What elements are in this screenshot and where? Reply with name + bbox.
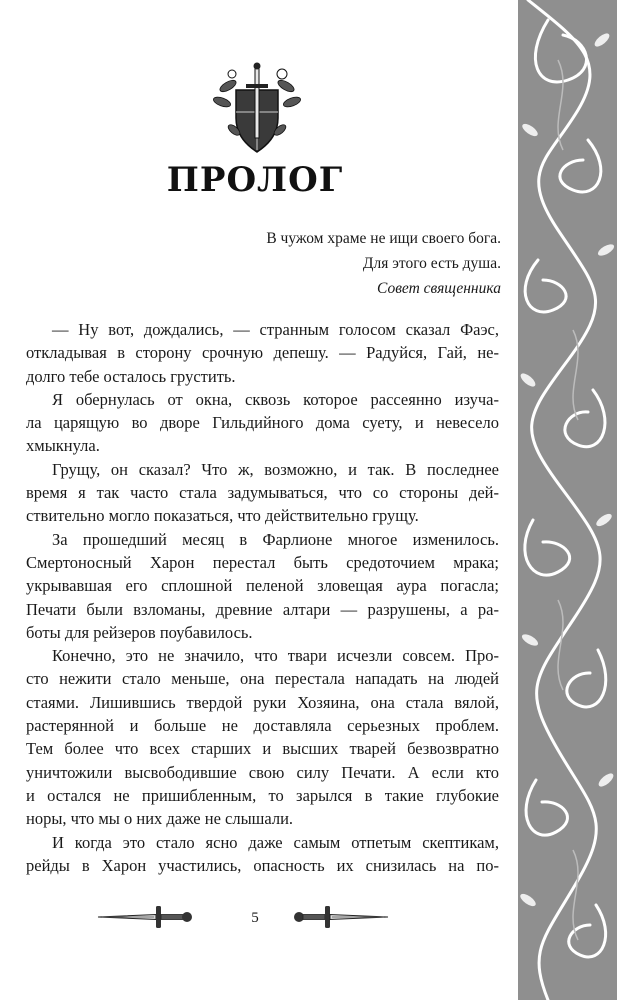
dagger-icon (290, 902, 390, 932)
text-line: Смертоносный Харон перестал быть средоточием мрака; (26, 552, 499, 572)
text-line: долго тебе осталось грустить. (26, 366, 236, 386)
text-line: хмыкнула. (26, 436, 100, 456)
text-line: За прошедший месяц в Фарлионе многое изменилось. (52, 529, 499, 549)
text-line: — Ну вот, дождались, — странным голосом сказал Фаэс, (52, 320, 499, 339)
text-line: И когда это стало ясно даже самым отпетым скептикам, (52, 832, 499, 852)
chapter-title: ПРОЛОГ (166, 160, 344, 200)
page-footer (0, 898, 510, 938)
text-line: Конечно, это не значило, что твари исчезли совсем. Про- (52, 646, 499, 666)
dagger-icon (96, 902, 196, 932)
text-line: растерянной и больше не доставляла серьезных проблем. (26, 716, 499, 736)
text-line: Грущу, он сказал? Что ж, возможно, и так. В последнее (52, 459, 499, 479)
text-line: Тем более что всех старших и высших тварей безвозвратно (26, 739, 499, 759)
text-line: и остался не пришибленным, то зарылся в такие глубокие (26, 785, 499, 805)
epigraph-attribution: Совет священника (377, 280, 501, 297)
text-line: рейды в Харон участились, опасность их снизилась на по- (26, 855, 499, 875)
text-line: ствительно могло показаться, что действительно грущу. (26, 506, 419, 526)
text-line: Я обернулась от окна, сквозь которое рассеянно изуча- (52, 389, 499, 409)
body-text (26, 318, 499, 877)
epigraph (181, 226, 501, 301)
text-line: Печати были взломаны, древние алтари — разрушены, а ра- (26, 599, 499, 619)
text-line: уничтожили высвободившие свою силу Печати. А если кто (26, 762, 499, 782)
ornamental-border (518, 0, 617, 1000)
text-line: боты для рейзеров поубавилось. (26, 622, 253, 642)
text-line: сто нежити стало меньше, она перестала нападать на людей (26, 669, 499, 689)
text-line: стаями. Лишившись твердой руки Хозяина, она стала вялой, (26, 692, 499, 712)
text-line: укрывавшая его сплошной пеленой зловещая аура погасла; (26, 576, 499, 596)
epigraph-line: В чужом храме не ищи своего бога. (266, 230, 501, 247)
shield-emblem (212, 60, 302, 158)
epigraph-line: Для этого есть душа. (362, 255, 501, 272)
page-number: 5 (251, 910, 259, 926)
text-line: откладывая в сторону срочную депешу. — Радуйся, Гай, не- (26, 343, 499, 363)
text-line: норы, что мы о них даже не слышали. (26, 809, 294, 829)
shield-with-sword-and-leaves-icon (212, 60, 302, 158)
text-line: время я так часто стала задумываться, что со стороны дей- (26, 483, 499, 503)
floral-ornament-icon (518, 0, 617, 1000)
text-line: ла царящую во дворе Гильдийного дома суету, и невесело (26, 413, 499, 433)
